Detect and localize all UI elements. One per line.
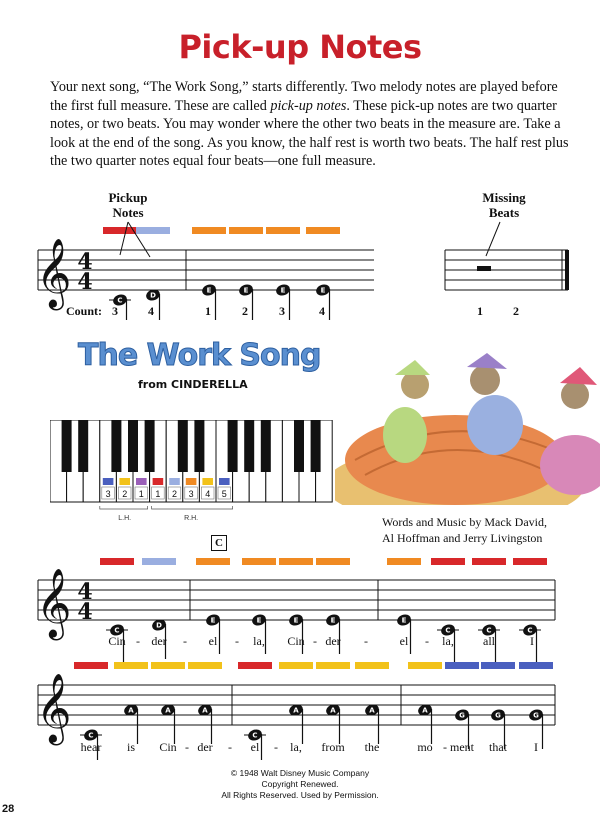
lyric-syllable: - bbox=[183, 634, 187, 648]
black-key bbox=[78, 420, 88, 472]
song-line2-color-bar bbox=[481, 662, 515, 669]
pickup-label-line1: Pickup bbox=[108, 190, 148, 205]
lyric-syllable: the bbox=[364, 740, 380, 754]
song-line2-note-letter: C bbox=[252, 731, 258, 740]
lyric-syllable: that bbox=[489, 740, 507, 754]
lyric-syllable: - bbox=[185, 740, 189, 754]
example-note-letter: E bbox=[206, 286, 212, 295]
count-beat: 4 bbox=[319, 304, 325, 318]
song-line2-note-letter: A bbox=[165, 706, 171, 715]
chord-symbol: C bbox=[211, 535, 227, 551]
finger-number: 2 bbox=[122, 489, 128, 499]
finger-color bbox=[202, 478, 213, 485]
example-note-letter: C bbox=[117, 296, 123, 305]
count-beat: 2 bbox=[242, 304, 248, 318]
lyric-syllable: el bbox=[399, 634, 409, 648]
lyric-syllable: - bbox=[313, 634, 317, 648]
lyric-syllable: all bbox=[483, 634, 495, 648]
lyric-syllable: - bbox=[443, 740, 447, 754]
intro-text-end: . These pick-up notes are two quarter notes, or two beats. You may wonder where the other two beats in the measure are. Take a look at the end of the song. As you know, the half rest is worth two beats. The half rest plus the two quarter notes equal four beats—one full measure. bbox=[50, 97, 569, 169]
song-line1-note-letter: E bbox=[330, 616, 336, 625]
missing-arrow bbox=[486, 222, 500, 256]
copyright-notice bbox=[0, 768, 600, 801]
black-key bbox=[178, 420, 188, 472]
song-line1-color-bar bbox=[472, 558, 506, 565]
intro-emphasis: pick-up notes bbox=[270, 97, 347, 114]
page-title: Pick-up Notes bbox=[178, 28, 422, 66]
example-note-letter: E bbox=[280, 286, 286, 295]
finger-number: 2 bbox=[171, 489, 178, 499]
song-title: The Work Song bbox=[78, 338, 321, 373]
song-line1-color-bar bbox=[316, 558, 350, 565]
missing-label-line2: Beats bbox=[488, 205, 520, 220]
intro-text-start: Your next song, “The Work Song,” starts differently. Two melody notes are played before the first full measure. These are called bbox=[50, 79, 558, 114]
missing-beats-label bbox=[470, 190, 538, 220]
black-key bbox=[244, 420, 254, 472]
example-color-bar bbox=[229, 227, 263, 234]
missing-label-line1: Missing bbox=[482, 190, 526, 205]
song-line2-note-letter: A bbox=[422, 706, 428, 715]
copyright-line2: Copyright Renewed. bbox=[261, 779, 339, 789]
lyric-syllable: - bbox=[425, 634, 429, 648]
lyric-syllable: Cin bbox=[108, 634, 126, 648]
lyric-syllable: ment bbox=[450, 740, 474, 754]
lyric-syllable: I bbox=[530, 634, 534, 648]
song-line1-color-bar bbox=[431, 558, 465, 565]
song-line1-note-letter: C bbox=[486, 626, 492, 635]
song-line1-note-letter: C bbox=[527, 626, 533, 635]
lyric-syllable: mo bbox=[417, 740, 433, 754]
song-line2-note-letter: G bbox=[533, 711, 539, 720]
count-label: Count: bbox=[66, 304, 103, 318]
page-number: 28 bbox=[2, 803, 15, 815]
black-key bbox=[111, 420, 121, 472]
song-line2-note-letter: C bbox=[88, 731, 94, 740]
finger-color bbox=[136, 478, 147, 485]
missing-count-beat: 1 bbox=[477, 304, 483, 318]
song-line2-note-letter: A bbox=[202, 706, 208, 715]
song-line2-note-letter: A bbox=[293, 706, 299, 715]
lyric-syllable: der bbox=[325, 634, 341, 648]
credits-line2: Al Hoffman and Jerry Livingston bbox=[382, 531, 543, 545]
song-line2-color-bar bbox=[188, 662, 222, 669]
lh-bracket bbox=[100, 506, 148, 509]
lyric-syllable: I bbox=[534, 740, 538, 754]
lyric-syllable: la, bbox=[290, 740, 302, 754]
finger-color bbox=[186, 478, 197, 485]
lyric-syllable: der bbox=[197, 740, 213, 754]
song-line1-color-bar bbox=[196, 558, 230, 565]
song-line1-note-letter: E bbox=[256, 616, 262, 625]
song-line1-treble-clef: 𝄞 bbox=[36, 568, 72, 638]
lh-label: L.H. bbox=[118, 515, 132, 522]
example-time-bottom: 4 bbox=[77, 269, 93, 295]
rh-label: R.H. bbox=[184, 515, 199, 522]
lyric-syllable: der bbox=[151, 634, 167, 648]
song-line1-color-bar bbox=[242, 558, 276, 565]
lyric-syllable: - bbox=[274, 740, 278, 754]
finger-color bbox=[169, 478, 180, 485]
lyric-syllable: hear bbox=[80, 740, 102, 754]
black-key bbox=[194, 420, 204, 472]
song-line1-color-bar bbox=[279, 558, 313, 565]
song-line2-color-bar bbox=[238, 662, 272, 669]
song-line2-note-letter: A bbox=[330, 706, 336, 715]
song-line2-color-bar bbox=[114, 662, 148, 669]
lyric-syllable: Cin bbox=[287, 634, 305, 648]
lyric-syllable: - bbox=[136, 634, 140, 648]
example-note-letter: D bbox=[150, 291, 156, 300]
song-line1-note-letter: E bbox=[293, 616, 299, 625]
intro-paragraph bbox=[50, 78, 570, 171]
example-time-top: 4 bbox=[77, 249, 93, 275]
pickup-label bbox=[96, 190, 160, 220]
missing-count-beat: 2 bbox=[513, 304, 519, 318]
black-key bbox=[311, 420, 321, 472]
black-key bbox=[261, 420, 271, 472]
song-line2-color-bar bbox=[355, 662, 389, 669]
lyric-syllable: el bbox=[208, 634, 218, 648]
finger-number: 3 bbox=[188, 489, 194, 499]
lyric-syllable: from bbox=[321, 740, 345, 754]
lyric-syllable: la, bbox=[253, 634, 265, 648]
example-note-letter: E bbox=[320, 286, 326, 295]
lyric-syllable: el bbox=[250, 740, 260, 754]
song-line2-note-letter: A bbox=[128, 706, 134, 715]
song-subtitle: from CINDERELLA bbox=[138, 378, 248, 391]
finger-number: 4 bbox=[205, 489, 211, 499]
cartoon-illustration bbox=[335, 345, 600, 505]
black-key bbox=[294, 420, 304, 472]
keyboard-diagram bbox=[50, 420, 340, 525]
credits-line1: Words and Music by Mack David, bbox=[382, 515, 548, 529]
finger-number: 1 bbox=[138, 489, 144, 499]
song-line1-time-top: 4 bbox=[77, 579, 93, 605]
finger-number: 5 bbox=[221, 489, 227, 499]
song-line2-color-bar bbox=[316, 662, 350, 669]
song-line1-note-letter: E bbox=[401, 616, 407, 625]
song-line2-note-letter: G bbox=[495, 711, 501, 720]
missing-final-barline bbox=[565, 250, 569, 290]
song-line1-time-bottom: 4 bbox=[77, 599, 93, 625]
song-line1-note-letter: C bbox=[114, 626, 120, 635]
lyric-syllable: - bbox=[235, 634, 239, 648]
song-line2-color-bar bbox=[151, 662, 185, 669]
finger-number: 3 bbox=[105, 489, 111, 499]
song-line1-color-bar bbox=[100, 558, 134, 565]
song-line1-note-letter: C bbox=[445, 626, 451, 635]
count-beat: 3 bbox=[112, 304, 118, 318]
copyright-line1: © 1948 Walt Disney Music Company bbox=[230, 768, 370, 778]
song-line2-color-bar bbox=[519, 662, 553, 669]
count-beat: 1 bbox=[205, 304, 211, 318]
black-key bbox=[145, 420, 155, 472]
pickup-label-line2: Notes bbox=[112, 205, 144, 220]
finger-color bbox=[153, 478, 164, 485]
lyric-syllable: - bbox=[364, 634, 368, 648]
example-color-bar bbox=[136, 227, 170, 234]
copyright-line3: All Rights Reserved. Used by Permission. bbox=[221, 790, 379, 800]
lyric-syllable: - bbox=[228, 740, 232, 754]
example-color-bar bbox=[306, 227, 340, 234]
song-line2-color-bar bbox=[408, 662, 442, 669]
count-beat: 4 bbox=[148, 304, 154, 318]
song-line1-color-bar bbox=[142, 558, 176, 565]
finger-number: 1 bbox=[155, 489, 161, 499]
example-note-letter: E bbox=[243, 286, 249, 295]
song-line1-note-letter: D bbox=[156, 621, 162, 630]
count-beat: 3 bbox=[279, 304, 285, 318]
song-line2-treble-clef: 𝄞 bbox=[36, 673, 72, 743]
lyric-syllable: is bbox=[126, 740, 135, 754]
black-key bbox=[62, 420, 72, 472]
finger-color bbox=[103, 478, 114, 485]
black-key bbox=[128, 420, 138, 472]
song-line2-note-letter: G bbox=[459, 711, 465, 720]
lyric-syllable: Cin bbox=[159, 740, 177, 754]
half-rest bbox=[477, 266, 491, 271]
finger-color bbox=[119, 478, 130, 485]
finger-color bbox=[219, 478, 230, 485]
example-treble-clef: 𝄞 bbox=[36, 238, 72, 308]
lyric-syllable: la, bbox=[442, 634, 454, 648]
rh-bracket bbox=[152, 506, 233, 509]
example-color-bar bbox=[266, 227, 300, 234]
black-key bbox=[228, 420, 238, 472]
song-credits bbox=[382, 514, 547, 546]
song-line2-color-bar bbox=[279, 662, 313, 669]
song-line1-note-letter: E bbox=[210, 616, 216, 625]
song-line2-note-letter: A bbox=[369, 706, 375, 715]
song-staves bbox=[0, 550, 600, 760]
song-line1-color-bar bbox=[513, 558, 547, 565]
song-line2-color-bar bbox=[74, 662, 108, 669]
song-line1-color-bar bbox=[387, 558, 421, 565]
song-line2-color-bar bbox=[445, 662, 479, 669]
example-color-bar bbox=[192, 227, 226, 234]
